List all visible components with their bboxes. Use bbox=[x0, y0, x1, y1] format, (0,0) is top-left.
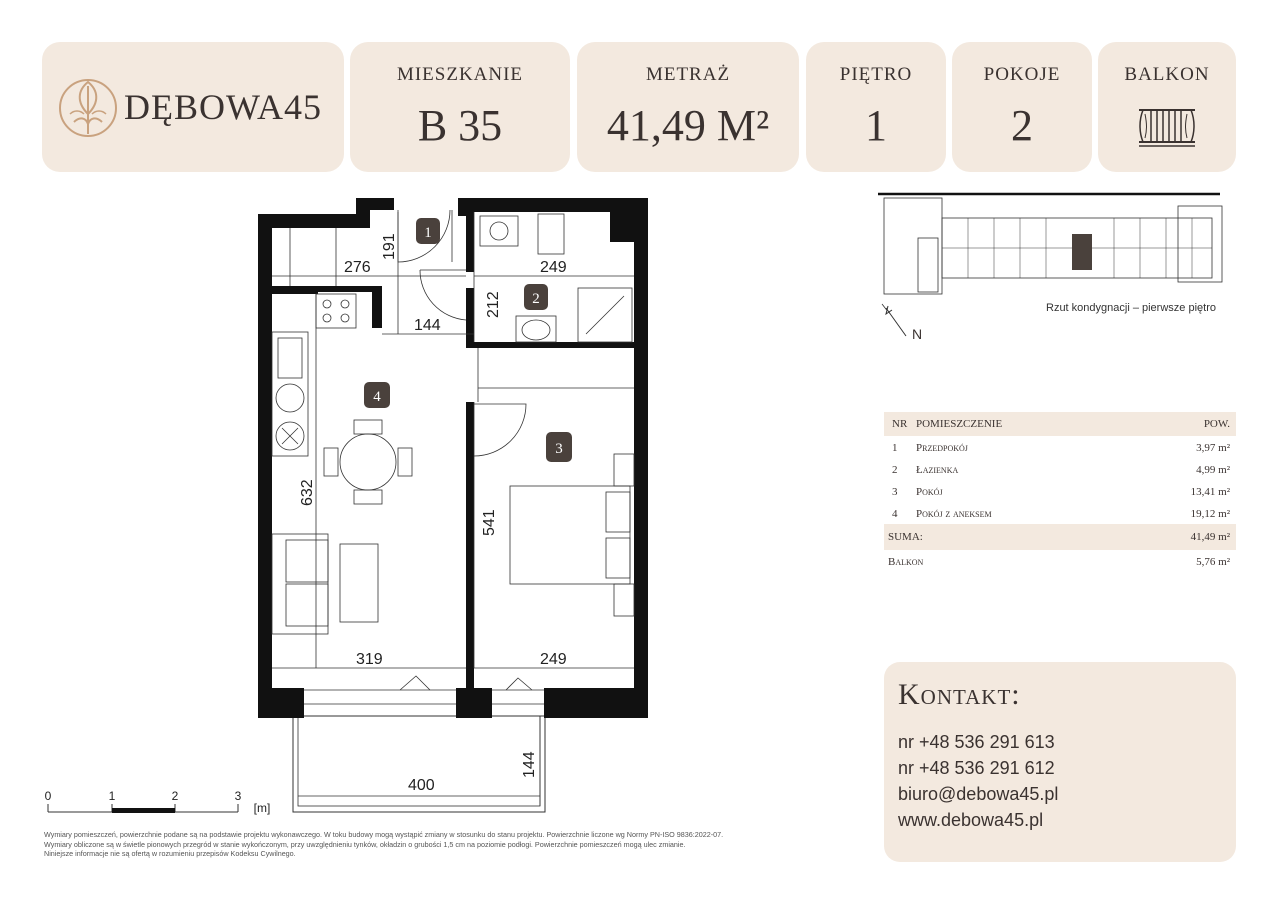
row-name: Pokój z aneksem bbox=[916, 508, 992, 520]
row-nr: 4 bbox=[892, 508, 898, 520]
header-name: POMIESZCZENIE bbox=[916, 418, 1003, 430]
north-label: N bbox=[912, 326, 923, 342]
table-row bbox=[884, 458, 1236, 480]
doors bbox=[398, 210, 532, 690]
row-name: Pokój bbox=[916, 486, 943, 498]
table-sum-row bbox=[884, 524, 1236, 550]
scale-tick-1: 1 bbox=[108, 789, 116, 803]
contact-card bbox=[884, 662, 1236, 862]
phone-1[interactable]: nr +48 536 291 613 bbox=[898, 732, 1055, 752]
area-table bbox=[884, 412, 1236, 572]
footnote-line-1: Wymiary pomieszczeń, powierzchnie podane są na podstawie projektu wykonawczego. W toku budowy mogą wystąpić zmiany w stosunku do stanu projektu. Powierzchnie liczone wg Normy PN-ISO 9836:2022-07. bbox=[44, 830, 724, 839]
phone-2[interactable]: nr +48 536 291 612 bbox=[898, 758, 1055, 778]
scale-unit: [m] bbox=[253, 801, 271, 815]
row-area: 19,12 m² bbox=[1190, 508, 1230, 520]
dim-212: 212 bbox=[485, 291, 502, 318]
header-area: POW. bbox=[1203, 418, 1230, 430]
dining-table bbox=[324, 420, 412, 504]
rooms-value: 2 bbox=[1011, 101, 1033, 150]
balcony-row-area: 5,76 m² bbox=[1196, 556, 1230, 568]
row-nr: 3 bbox=[892, 486, 898, 498]
dim-632: 632 bbox=[299, 479, 316, 506]
dim-191: 191 bbox=[381, 233, 398, 260]
key-plan bbox=[878, 190, 1238, 310]
key-plan-caption: Rzut kondygnacji – pierwsze piętro bbox=[1046, 302, 1216, 314]
balcony-outline bbox=[293, 716, 545, 812]
row-name: Przedpokój bbox=[916, 442, 968, 454]
dim-249-bottom: 249 bbox=[540, 651, 567, 668]
scale-tick-2: 2 bbox=[171, 789, 179, 803]
floor-label: PIĘTRO bbox=[839, 64, 913, 85]
dim-319: 319 bbox=[356, 651, 383, 668]
sum-area: 41,49 m² bbox=[1190, 531, 1230, 543]
table-row bbox=[884, 502, 1236, 524]
area-label: METRAŻ bbox=[645, 64, 731, 85]
dim-541: 541 bbox=[481, 509, 498, 536]
sofa bbox=[272, 534, 378, 634]
footnote-line-3: Niniejsze informacje nie są ofertą w rozumieniu przepisów Kodeksu Cywilnego. bbox=[44, 849, 296, 858]
footnote-line-2: Wymiary obliczone są w świetle pionowych przegród w stanie wykończonym, przy uwzględnieniu tynków, okładzin o grubości 1,5 cm na poziomie podłogi. Powierzchnie pomieszczeń mogą ulec zmianie. bbox=[44, 839, 686, 849]
dim-400: 400 bbox=[408, 777, 435, 794]
dim-276: 276 bbox=[344, 259, 371, 276]
balcony-row-label: Balkon bbox=[888, 556, 924, 568]
room-number-4: 4 bbox=[373, 389, 381, 405]
row-area: 3,97 m² bbox=[1196, 442, 1230, 454]
footnote bbox=[44, 830, 874, 859]
table-balcony-row bbox=[884, 550, 1236, 572]
row-area: 4,99 m² bbox=[1196, 464, 1230, 476]
dim-249-top: 249 bbox=[540, 259, 567, 276]
room-number-3: 3 bbox=[555, 441, 563, 457]
dimension-labels bbox=[299, 233, 567, 794]
balcony-card bbox=[1098, 42, 1236, 172]
scale-tick-3: 3 bbox=[234, 789, 242, 803]
bathroom bbox=[480, 214, 632, 342]
room-number-1: 1 bbox=[424, 225, 432, 241]
room-number-2: 2 bbox=[532, 291, 540, 307]
rooms-card bbox=[952, 42, 1092, 172]
dim-144-balcony: 144 bbox=[521, 751, 538, 778]
area-value: 41,49 M² bbox=[606, 101, 770, 150]
website-link[interactable]: www.debowa45.pl bbox=[898, 810, 1044, 830]
apartment-label: MIESZKANIE bbox=[396, 64, 524, 85]
row-nr: 1 bbox=[892, 442, 898, 454]
table-row bbox=[884, 480, 1236, 502]
apartment-value: B 35 bbox=[417, 101, 503, 150]
floor-value: 1 bbox=[865, 101, 887, 150]
contact-title: Kontakt: bbox=[898, 678, 1021, 711]
table-header bbox=[884, 412, 1236, 436]
sum-label: SUMA: bbox=[888, 531, 923, 543]
balcony-label: BALKON bbox=[1124, 64, 1210, 85]
row-name: Łazienka bbox=[916, 464, 959, 476]
scale-bar bbox=[48, 804, 238, 813]
dim-144-mid: 144 bbox=[414, 317, 441, 334]
thin-lines bbox=[290, 228, 634, 704]
balcony-icon bbox=[1137, 104, 1197, 148]
rooms-label: POKOJE bbox=[983, 64, 1061, 85]
row-nr: 2 bbox=[892, 464, 898, 476]
email-link[interactable]: biuro@debowa45.pl bbox=[898, 784, 1059, 804]
row-area: 13,41 m² bbox=[1190, 486, 1230, 498]
table-row bbox=[884, 436, 1236, 458]
scale-tick-0: 0 bbox=[44, 789, 52, 803]
header-nr: NR bbox=[892, 418, 908, 430]
brand-name: DĘBOWA45 bbox=[124, 87, 322, 127]
kitchen bbox=[272, 294, 356, 456]
